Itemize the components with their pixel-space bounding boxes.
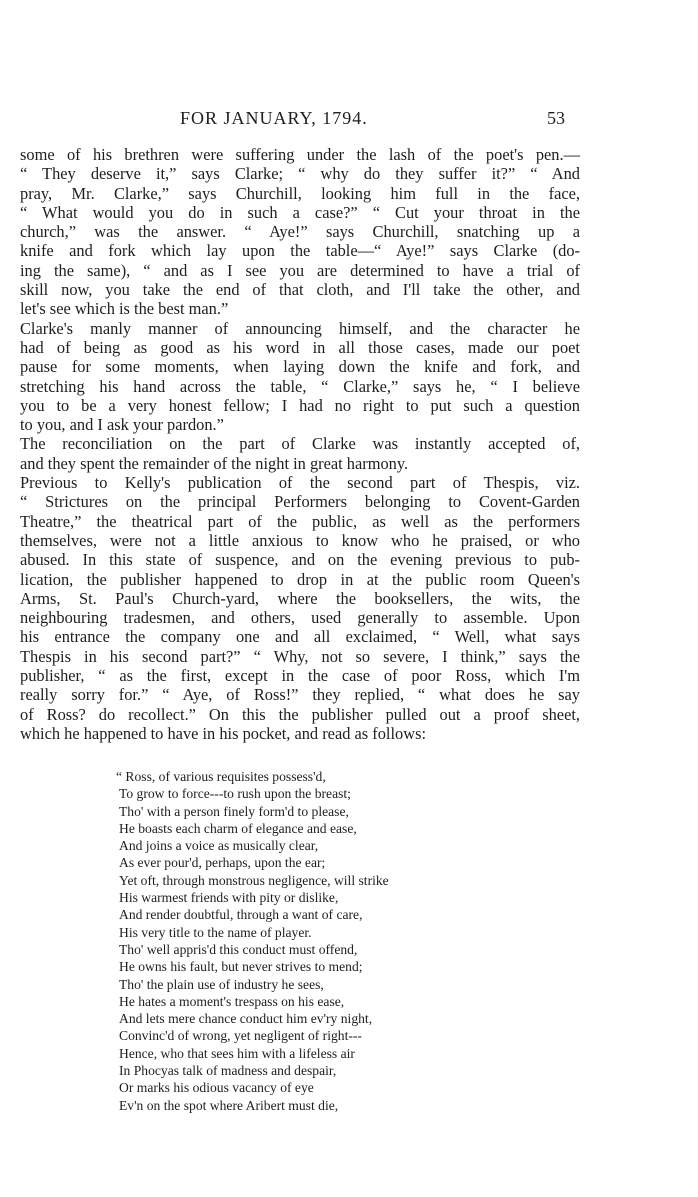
text-line: to you, and I ask your pardon.” — [20, 415, 224, 435]
text-line: Previous to Kelly's publication of the second part of Thespis, viz. — [20, 473, 580, 493]
text-line: pray, Mr. Clarke,” says Churchill, looking him full in the face, — [20, 183, 580, 203]
text-line: which he happened to have in his pocket, and read as follows: — [20, 723, 427, 743]
text-line: ing the same), “ and as I see you are determined to have a trial of — [20, 260, 580, 280]
poem-line: Or marks his odious vacancy of eye — [119, 1080, 314, 1096]
text-line: “ What would you do in such a case?” “ Cut your throat in the — [20, 202, 580, 222]
quoted-poem — [116, 768, 476, 1114]
text-line: lication, the publisher happened to drop in at the public room Queen's — [20, 569, 580, 589]
text-line: and they spent the remainder of the night in great harmony. — [20, 453, 409, 473]
text-line: “ They deserve it,” says Clarke; “ why do they suffer it?” “ And — [20, 164, 580, 184]
text-line: abused. In this state of suspence, and on the evening previous to pub- — [20, 550, 580, 570]
text-line: The reconciliation on the part of Clarke was instantly accepted of, — [20, 434, 580, 454]
poem-line: He owns his fault, but never strives to mend; — [119, 959, 363, 975]
poem-line: Hence, who that sees him with a lifeless air — [119, 1045, 355, 1061]
poem-line: His very title to the name of player. — [119, 924, 312, 940]
poem-line: Tho' well appris'd this conduct must offend, — [119, 941, 358, 957]
page-number: 53 — [547, 108, 565, 128]
text-line: pause for some moments, when laying down the knife and fork, and — [20, 357, 580, 377]
poem-line: To grow to force---to rush upon the breast; — [119, 786, 351, 802]
text-line: Arms, St. Paul's Church-yard, where the booksellers, the wits, the — [20, 588, 580, 608]
text-line: knife and fork which lay upon the table—“ Aye!” says Clarke (do- — [20, 241, 580, 261]
text-line: themselves, were not a little anxious to know who he praised, or who — [20, 530, 580, 550]
text-line: really sorry for.” “ Aye, of Ross!” they replied, “ what does he say — [20, 685, 580, 705]
body-text — [20, 145, 580, 743]
poem-line: Ev'n on the spot where Aribert must die, — [119, 1097, 339, 1113]
text-line: Theatre,” the theatrical part of the public, as well as the performers — [20, 511, 580, 531]
poem-line: He hates a moment's trespass on his ease, — [119, 993, 345, 1009]
text-line: his entrance the company one and all exclaimed, “ Well, what says — [20, 627, 580, 647]
poem-line: He boasts each charm of elegance and ease, — [119, 820, 357, 836]
text-line: Clarke's manly manner of announcing himself, and the character he — [20, 318, 580, 338]
poem-line: Yet oft, through monstrous negligence, will strike — [119, 872, 389, 888]
text-line: skill now, you take the end of that cloth, and I'll take the other, and — [20, 280, 580, 300]
text-line: neighbouring tradesmen, and others, used generally to assemble. Upon — [20, 608, 580, 628]
poem-line: Tho' with a person finely form'd to please, — [119, 803, 349, 819]
text-line: publisher, “ as the first, except in the case of poor Ross, which I'm — [20, 666, 580, 686]
text-line: Thespis in his second part?” “ Why, not so severe, I think,” says the — [20, 646, 580, 666]
poem-line: And joins a voice as musically clear, — [119, 838, 319, 854]
text-line: you to be a very honest fellow; I had no right to put such a question — [20, 395, 580, 415]
poem-line: And render doubtful, through a want of care, — [119, 907, 363, 923]
text-line: of Ross? do recollect.” On this the publisher pulled out a proof sheet, — [20, 704, 580, 724]
text-line: church,” was the answer. “ Aye!” says Churchill, snatching up a — [20, 222, 580, 242]
poem-line: In Phocyas talk of madness and despair, — [119, 1063, 337, 1079]
text-line: some of his brethren were suffering under the lash of the poet's pen.— — [20, 145, 580, 164]
poem-line: And lets mere chance conduct him ev'ry night, — [119, 1011, 373, 1027]
poem-line: “ Ross, of various requisites possess'd, — [116, 769, 326, 784]
text-line: let's see which is the best man.” — [20, 299, 229, 319]
text-line: stretching his hand across the table, “ Clarke,” says he, “ I believe — [20, 376, 580, 396]
text-line: had of being as good as his word in all those cases, made our poet — [20, 337, 580, 357]
running-title: FOR JANUARY, 1794. — [180, 108, 368, 128]
poem-line: Convinc'd of wrong, yet negligent of right--- — [119, 1028, 362, 1044]
poem-line: As ever pour'd, perhaps, upon the ear; — [119, 855, 326, 871]
poem-line: Tho' the plain use of industry he sees, — [119, 976, 324, 992]
text-line: “ Strictures on the principal Performers belonging to Covent-Garden — [20, 492, 580, 512]
poem-line: His warmest friends with pity or dislike, — [119, 890, 339, 906]
